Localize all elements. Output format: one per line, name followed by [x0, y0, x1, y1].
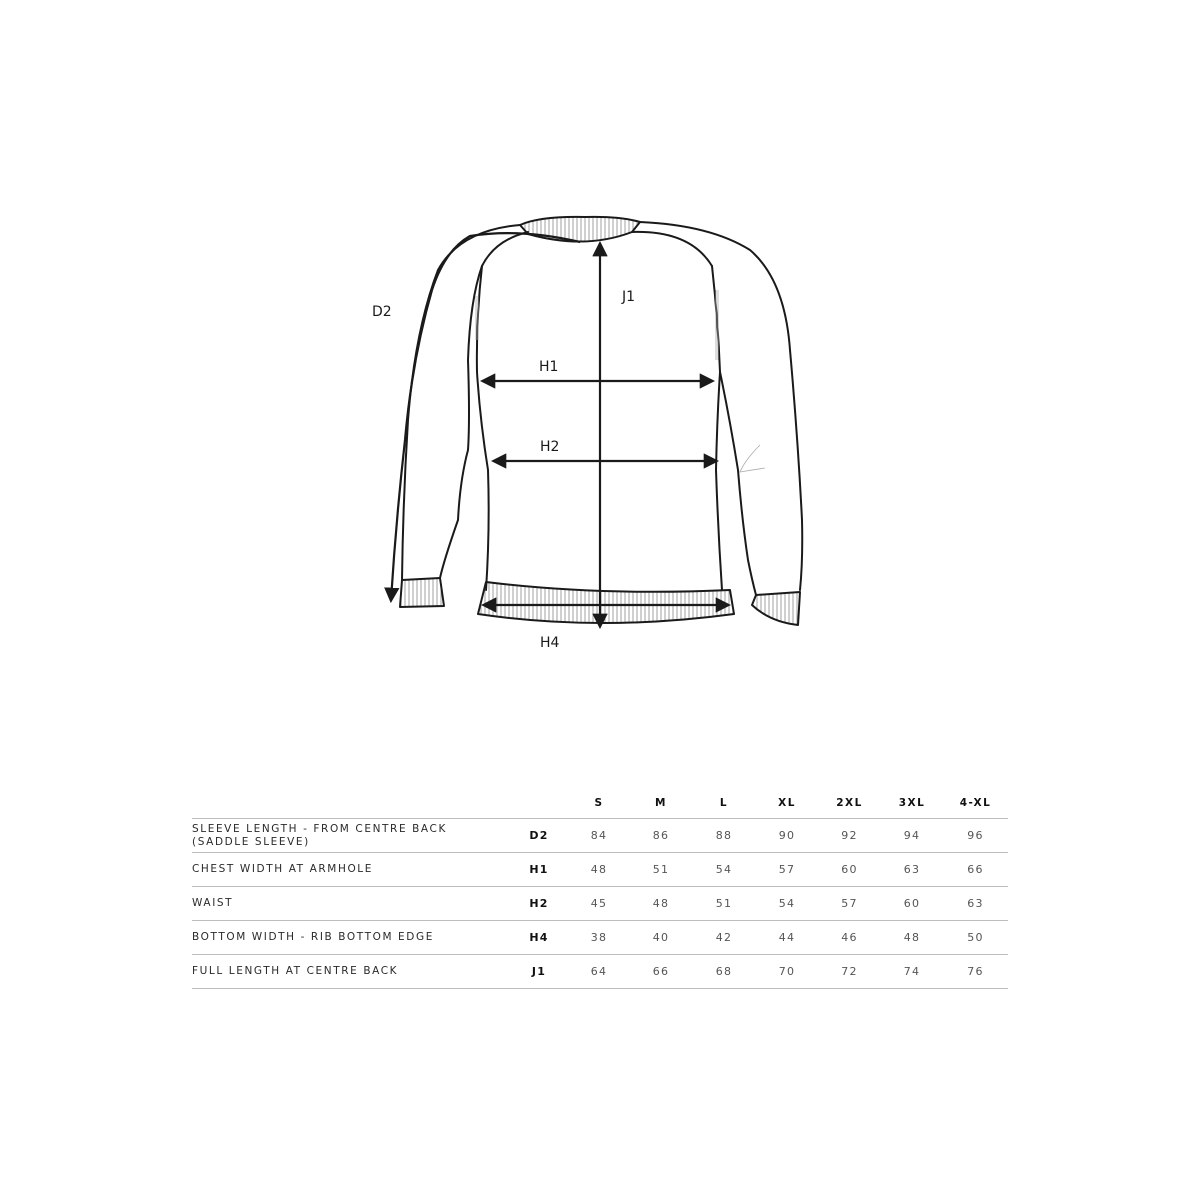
- cell-value: 48: [568, 853, 630, 887]
- row-code: H2: [510, 887, 568, 921]
- hem-rib: [478, 582, 734, 623]
- row-description: [192, 819, 510, 853]
- cell-value: 66: [943, 853, 1008, 887]
- cell-value: 70: [756, 955, 818, 989]
- cell-value: 72: [818, 955, 881, 989]
- table-row: [192, 921, 1008, 955]
- row-description: CHEST WIDTH AT ARMHOLE: [192, 853, 510, 887]
- table-row: [192, 819, 1008, 853]
- table-row: [192, 955, 1008, 989]
- cell-value: 51: [630, 853, 692, 887]
- table-row: [192, 887, 1008, 921]
- label-h2: H2: [540, 439, 560, 455]
- cell-value: 50: [943, 921, 1008, 955]
- label-h4: H4: [540, 635, 560, 651]
- raglan-seam-left: [482, 232, 528, 266]
- cell-value: 44: [756, 921, 818, 955]
- cell-value: 46: [818, 921, 881, 955]
- cell-value: 63: [943, 887, 1008, 921]
- row-description-line: SLEEVE LENGTH - FROM CENTRE BACK: [192, 822, 447, 835]
- cell-value: 86: [630, 819, 692, 853]
- row-code: J1: [510, 955, 568, 989]
- cell-value: 57: [818, 887, 881, 921]
- label-d2: D2: [372, 304, 392, 320]
- row-code: H1: [510, 853, 568, 887]
- left-cuff: [400, 578, 444, 607]
- header-size: XL: [756, 788, 818, 819]
- cell-value: 66: [630, 955, 692, 989]
- label-j1: J1: [622, 289, 636, 305]
- row-description: WAIST: [192, 887, 510, 921]
- cell-value: 60: [818, 853, 881, 887]
- body-right-side: [712, 266, 722, 590]
- cell-value: 60: [881, 887, 943, 921]
- right-sleeve: [640, 222, 802, 595]
- header-code: [510, 788, 568, 819]
- header-size: 2XL: [818, 788, 881, 819]
- cell-value: 88: [692, 819, 756, 853]
- cell-value: 90: [756, 819, 818, 853]
- cell-value: 76: [943, 955, 1008, 989]
- cell-value: 92: [818, 819, 881, 853]
- cell-value: 96: [943, 819, 1008, 853]
- row-description-line: (SADDLE SLEEVE): [192, 835, 310, 848]
- cell-value: 68: [692, 955, 756, 989]
- header-size: S: [568, 788, 630, 819]
- cell-value: 42: [692, 921, 756, 955]
- header-size: M: [630, 788, 692, 819]
- cell-value: 48: [630, 887, 692, 921]
- row-description: BOTTOM WIDTH - RIB BOTTOM EDGE: [192, 921, 510, 955]
- cell-value: 57: [756, 853, 818, 887]
- cell-value: 48: [881, 921, 943, 955]
- cell-value: 51: [692, 887, 756, 921]
- cell-value: 94: [881, 819, 943, 853]
- header-size: 4-XL: [943, 788, 1008, 819]
- cell-value: 54: [756, 887, 818, 921]
- body-left-side: [477, 266, 489, 590]
- header-blank: [192, 788, 510, 819]
- right-cuff: [752, 592, 800, 625]
- size-chart-table: [192, 788, 1008, 989]
- cell-value: 38: [568, 921, 630, 955]
- cell-value: 45: [568, 887, 630, 921]
- row-code: H4: [510, 921, 568, 955]
- table-row: [192, 853, 1008, 887]
- cell-value: 54: [692, 853, 756, 887]
- cell-value: 40: [630, 921, 692, 955]
- cell-value: 64: [568, 955, 630, 989]
- left-sleeve: [402, 225, 520, 580]
- d2-line: [391, 233, 580, 600]
- cell-value: 63: [881, 853, 943, 887]
- raglan-seam-right: [632, 232, 712, 266]
- cell-value: 84: [568, 819, 630, 853]
- header-size: 3XL: [881, 788, 943, 819]
- cell-value: 74: [881, 955, 943, 989]
- label-h1: H1: [539, 359, 559, 375]
- row-description: FULL LENGTH AT CENTRE BACK: [192, 955, 510, 989]
- header-size: L: [692, 788, 756, 819]
- table-header-row: [192, 788, 1008, 819]
- row-code: D2: [510, 819, 568, 853]
- collar: [520, 217, 640, 242]
